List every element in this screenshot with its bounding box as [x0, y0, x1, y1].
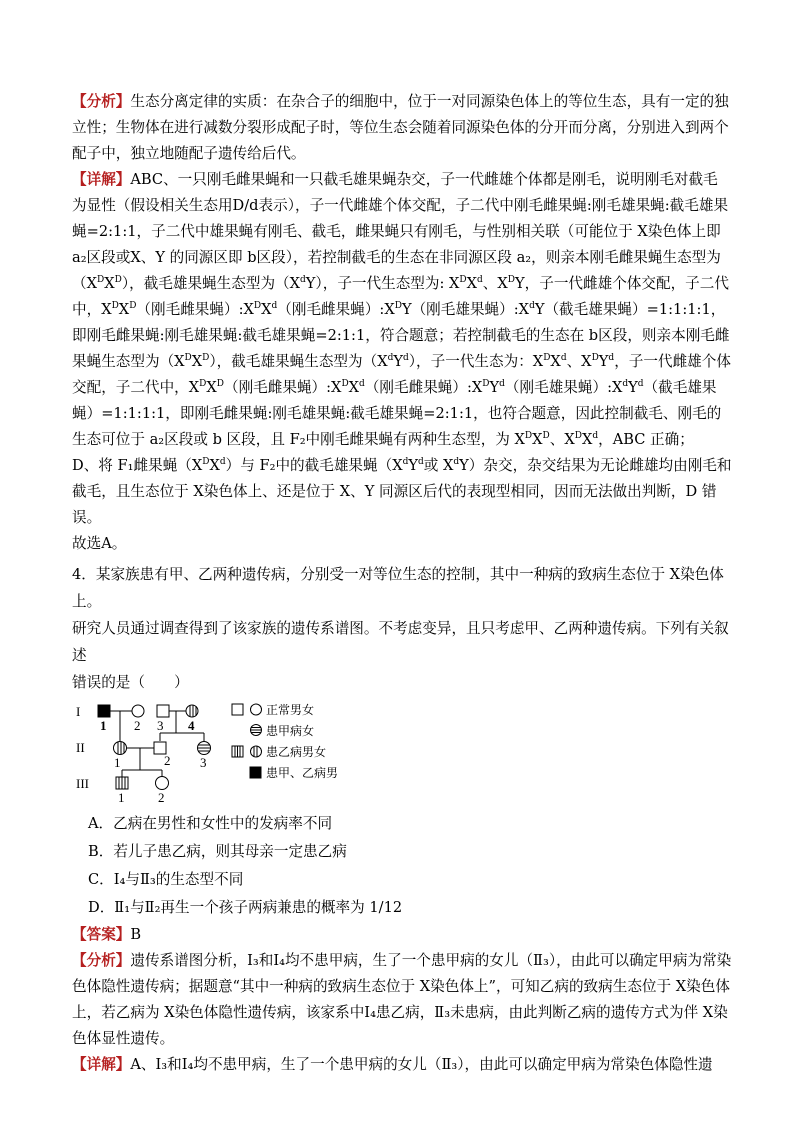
detail-line-6: 毛雌果蝇）:X — [165, 301, 254, 318]
svg-text:1: 1 — [114, 755, 121, 770]
svg-text:患甲病女: 患甲病女 — [266, 724, 315, 738]
detail-line-12: D、将 F₁雌果蝇（X — [72, 457, 203, 474]
svg-text:2: 2 — [134, 718, 141, 733]
answer-tag: 【答案】 — [72, 926, 131, 943]
I4-yi-female — [186, 705, 198, 717]
detail-line-5: 截毛雄果蝇生态型为（X — [143, 275, 301, 292]
svg-text:患乙病男女: 患乙病男女 — [266, 745, 327, 759]
detail-paragraph-3 — [72, 1052, 732, 1078]
svg-text:2: 2 — [164, 753, 171, 768]
svg-text:3: 3 — [157, 718, 164, 733]
analysis-paragraph-2 — [72, 948, 732, 1052]
question-4-stem-1: 4．某家族患有甲、乙两种遗传病，分别受一对等位生态的控制，其中一种病的致病生态位于 X染色体上。 — [72, 566, 724, 610]
question-4-stem-2: 研究人员通过调查得到了该家族的遗传系谱图。不考虑变异，且只考虑甲、乙两种遗传病。下列有关叙述 — [72, 620, 729, 664]
detail-tag-2: 【详解】 — [72, 1056, 131, 1073]
detail-line-1: ABC、一只刚毛雌果蝇和一只截毛雄果蝇杂交，子一代雌雄个体都是刚毛，说明刚毛对截毛为显 — [72, 171, 718, 214]
analysis-paragraph-1 — [72, 89, 732, 167]
detail-text-2: A、Ⅰ₃和Ⅰ₄均不患甲病，生了一个患甲病的女儿（Ⅱ₃），由此可以确定甲病为常染色体隐性遗 — [130, 1056, 713, 1073]
analysis-text-2: 遗传系谱图分析，Ⅰ₃和Ⅰ₄均不患甲病，生了一个患甲病的女儿（Ⅱ₃），由此可以确定甲病为常染色体隐性遗传病；据题意“其中一种病的致病生态位于 X染色体上”，可知乙病的致病生态位于 X染色体上，若乙病为 X染色体隐性遗传病，该家系中Ⅰ₄患乙病，Ⅱ₃未患病，由此判断乙病的遗传方式为伴 X染色体显性遗传。 — [72, 952, 732, 1047]
option-a: A．乙病在男性和女性中的发病率不同 — [88, 815, 333, 832]
analysis-tag-2: 【分析】 — [72, 952, 131, 969]
III2-normal-female — [156, 777, 169, 790]
generation-label-1: I — [76, 704, 81, 719]
analysis-text: 生态分离定律的实质：在杂合子的细胞中，位于一对同源染色体上的等位生态，具有一定的独立性；生物体在进行减数分裂形成配子时，等位生态会随着同源染色体的分开而分离，分别进入到两个配子中，独立地随配子遗传给后代。 — [72, 93, 729, 162]
I1-affected-both-male — [98, 705, 110, 717]
detail-paragraph-2: D、将 F₁雌果蝇$(X^DX^d)$与 F₂中的截毛雄果蝇（$X^dY^d$或 $X^dY$）杂交，杂交结果为无论雌雄均由刚毛和截毛，且生态位于 X染色体上、还是位于 X、Y 同源区后代的表现型相同，因而无法做出判断，D 错误。 — [72, 457, 732, 526]
document-page — [72, 89, 732, 1078]
detail-tag: 【详解】 — [72, 171, 131, 188]
I3-normal-male — [157, 705, 169, 717]
detail-line-9: （刚毛雌果蝇）:X — [223, 379, 342, 396]
detail-paragraph-1: 【详解】ABC、一只刚毛雌果蝇和一只截毛雄果蝇杂交，子一代雌雄个体都是刚毛，说明刚毛对截毛为显性（假设相关生态用D/d表示），子一代雌雄个体交配，子二代中刚毛雌果蝇:刚毛雄果蝇:截毛雄果蝇=2:1:1，子二代中雄果蝇有刚毛、截毛，雌果蝇只有刚毛，与性别相关联（可能位于 X染色体上即 a₂区段或X、Y 的同源区即 b区段），若控制截毛的生态在非同源区段 a₂，则亲本刚毛雌果蝇生态型为$(X^DX^D)$，截毛雄果蝇生态型为$(X^dY)$，子一代生态型为: $X^DX^d$、$X^DY$，子一代雌雄个体交配，子二代中，$X^DX^D$（刚毛雌果蝇）$:X^DX^d$（刚毛雌果蝇）$:X^DY$（刚毛雄果蝇）$:X^dY$（截毛雄果蝇）=1:1:1:1，即刚毛雌果蝇:刚毛雄果蝇:截毛雄果蝇=2:1:1，符合题意；若控制截毛的生态在 b区段，则亲本刚毛雌果蝇生态型为$(X^DX^D)$，截毛雄果蝇生态型为$(X^dY^d)$，子一代生态为：$X^DX^d$、$X^DY^d$，子一代雌雄个体交配，子二代中，$X^DX^D$（刚毛雌果蝇）$:X^DX^d$（刚毛雌果蝇）$:X^DY^d$（刚毛雄果蝇）$:X^dY^d$（截毛雄果蝇）=1:1:1:1，即刚毛雌果蝇:刚毛雄果蝇:截毛雄果蝇=2:1:1，也符合题意，因此控制截毛、刚毛的生态可位于 a₂区段或 b 区段，且 F₂中刚毛雌果蝇有两种生态型，为 $X^DX^D$、$X^DX^d$，ABC 正确； — [72, 171, 731, 448]
analysis-tag: 【分析】 — [72, 93, 131, 110]
detail-line-3: =2:1:1，子二代中雄果蝇有刚毛、截毛，雌果蝇只有刚毛，与性别相关联（可能位于 X染色体上即 a₂区段 — [72, 223, 721, 266]
detail-line-7: 果蝇:截毛雄果蝇=2:1:1，符合题意；若控制截毛的生态在 b区段，则亲本刚毛雌果蝇生态型为（X — [72, 327, 730, 370]
option-d: D．Ⅱ₁与Ⅱ₂再生一个孩子两病兼患的概率为 1/12 — [88, 899, 403, 916]
II3-jia-female — [198, 742, 211, 755]
detail-line-2: 性（假设相关生态用D/d表示），子一代雌雄个体交配，子二代中刚毛雌果蝇:刚毛雄果蝇:截毛雄果蝇 — [72, 197, 729, 240]
generation-label-3: III — [76, 776, 89, 791]
II1-yi-female — [114, 742, 127, 755]
detail-line-8: 截毛雄果蝇生态型为（X — [231, 353, 388, 370]
svg-text:1: 1 — [100, 718, 107, 733]
svg-text:1: 1 — [118, 790, 125, 804]
conclusion-1: 故选A。 — [72, 535, 127, 552]
pedigree-svg — [72, 698, 392, 804]
question-4-stem-3: 错误的是（ ） — [72, 674, 189, 691]
answer-line — [72, 922, 732, 948]
svg-text:患甲、乙病男: 患甲、乙病男 — [266, 766, 339, 780]
svg-text:4: 4 — [188, 718, 195, 733]
detail-line-4: 或X、Y 的同源区即 b区段），若控制截毛的生态在非同源区段 a₂，则亲本刚毛雌果蝇生态型为（X — [72, 249, 721, 292]
pedigree-legend — [232, 702, 338, 780]
detail-line-13: 且生态位于 X染色体上、还是位于 X、Y 同源区后代的表现型相同，因而无法做出判断，D 错误。 — [72, 483, 717, 526]
pedigree-chart — [72, 698, 732, 804]
svg-text:3: 3 — [200, 755, 207, 770]
I2-normal-female — [132, 705, 144, 717]
svg-text:2: 2 — [158, 790, 165, 804]
generation-label-2: II — [76, 740, 85, 755]
answer-value: B — [130, 926, 142, 943]
III1-yi-male — [116, 777, 128, 789]
detail-line-11: 刚毛雌果蝇有两种生态型，为 X — [320, 431, 525, 448]
option-c: C．I₄与Ⅱ₃的生态型不同 — [88, 871, 244, 888]
option-b: B．若儿子患乙病，则其母亲一定患乙病 — [88, 843, 347, 860]
detail-line-10: 刚毛雄果蝇:截毛雄果蝇=2:1:1，也符合题意，因此控制截毛、刚毛的生态可位于 a₂区段或 b 区段，且 F₂中 — [72, 405, 722, 448]
svg-text:正常男女: 正常男女 — [266, 703, 315, 717]
